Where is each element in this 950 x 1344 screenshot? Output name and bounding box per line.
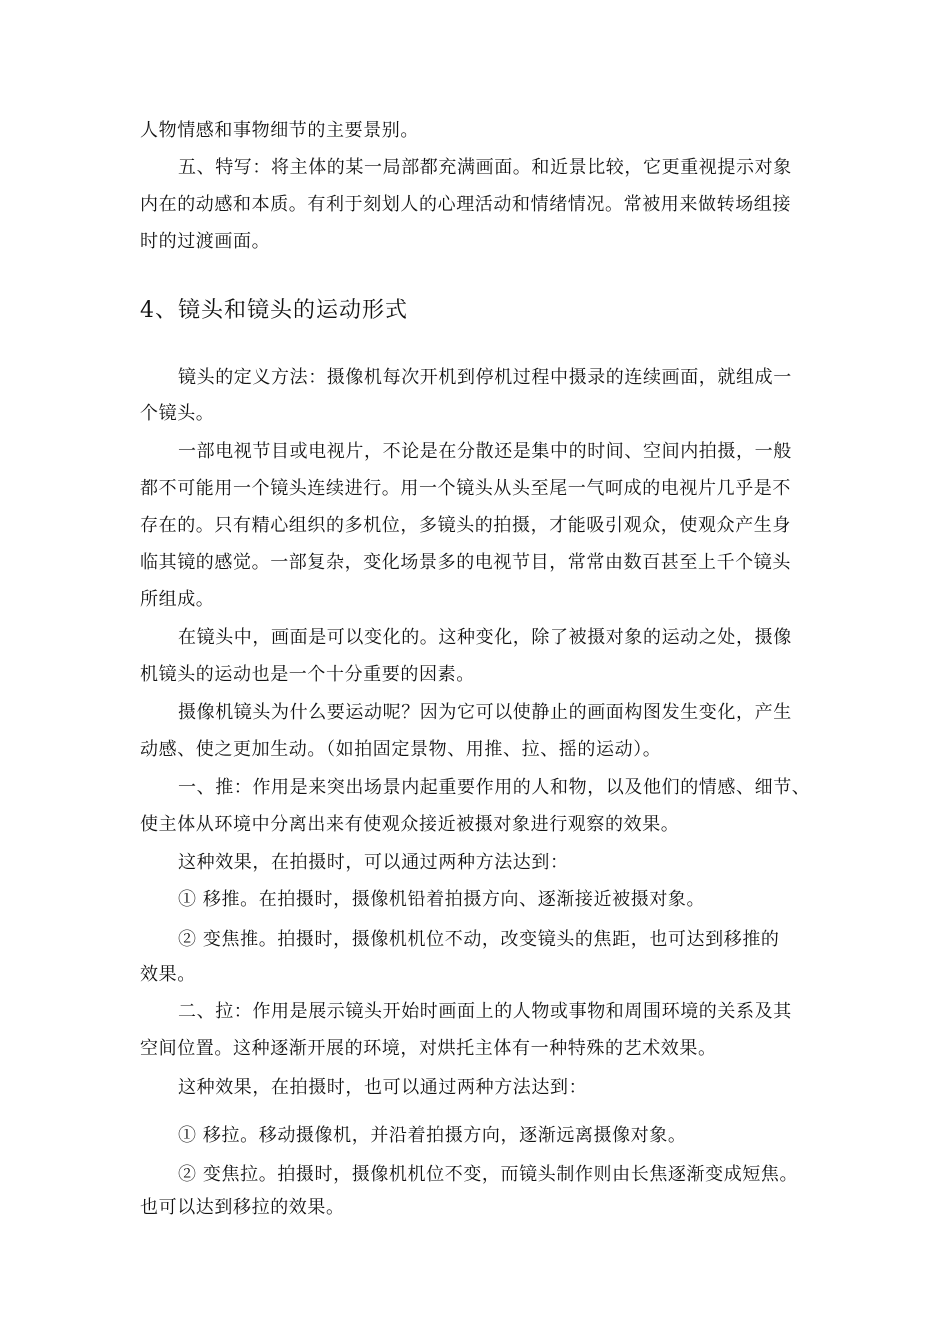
text-line: 机镜头的运动也是一个十分重要的因素。 [140, 664, 475, 685]
text-line: ② 变焦推。拍摄时，摄像机机位不动，改变镜头的焦距，也可达到移推的 [178, 929, 780, 950]
text-line: ② 变焦拉。拍摄时，摄像机机位不变，而镜头制作则由长焦逐渐变成短焦。 [178, 1164, 799, 1185]
text-line: 内在的动感和本质。有利于刻划人的心理活动和情绪情况。常被用来做转场组接 [140, 194, 791, 215]
text-line: 在镜头中，画面是可以变化的。这种变化，除了被摄对象的运动之处，摄像 [178, 627, 792, 648]
text-line: 五、特写：将主体的某一局部都充满画面。和近景比较，它更重视提示对象 [178, 157, 792, 178]
text-line: 动感、使之更加生动。（如拍固定景物、用推、拉、摇的运动）。 [140, 739, 662, 760]
text-line: 临其镜的感觉。一部复杂，变化场景多的电视节目，常常由数百甚至上千个镜头 [140, 552, 791, 573]
text-line: 都不可能用一个镜头连续进行。用一个镜头从头至尾一气呵成的电视片几乎是不 [140, 478, 791, 499]
text-line: 镜头的定义方法：摄像机每次开机到停机过程中摄录的连续画面，就组成一 [178, 367, 792, 388]
text-line: 使主体从环境中分离出来有使观众接近被摄对象进行观察的效果。 [140, 814, 680, 835]
section-heading: 4、镜头和镜头的运动形式 [140, 298, 408, 323]
text-line: 一部电视节目或电视片，不论是在分散还是集中的时间、空间内拍摄，一般 [178, 441, 792, 462]
text-line: 这种效果，在拍摄时，也可以通过两种方法达到： [178, 1077, 588, 1098]
text-line: ① 移推。在拍摄时，摄像机铅着拍摄方向、逐渐接近被摄对象。 [178, 889, 706, 910]
text-line: 人物情感和事物细节的主要景别。 [140, 120, 419, 141]
text-line: 时的过渡画面。 [140, 231, 271, 252]
text-line: 存在的。只有精心组织的多机位，多镜头的拍摄，才能吸引观众，使观众产生身 [140, 515, 791, 536]
text-line: 也可以达到移拉的效果。 [140, 1197, 345, 1218]
text-line: 个镜头。 [140, 403, 215, 424]
text-line: 二、拉：作用是展示镜头开始时画面上的人物或事物和周围环境的关系及其 [178, 1001, 792, 1022]
text-line: ① 移拉。移动摄像机，并沿着拍摄方向，逐渐远离摄像对象。 [178, 1125, 687, 1146]
text-line: 这种效果，在拍摄时，可以通过两种方法达到： [178, 852, 569, 873]
text-line: 效果。 [140, 964, 196, 985]
text-line: 空间位置。这种逐渐开展的环境，对烘托主体有一种特殊的艺术效果。 [140, 1038, 717, 1059]
text-line: 一、推：作用是来突出场景内起重要作用的人和物，以及他们的情感、细节、 [178, 777, 811, 798]
text-line: 摄像机镜头为什么要运动呢？因为它可以使静止的画面构图发生变化，产生 [178, 702, 792, 723]
text-line: 所组成。 [140, 589, 215, 610]
